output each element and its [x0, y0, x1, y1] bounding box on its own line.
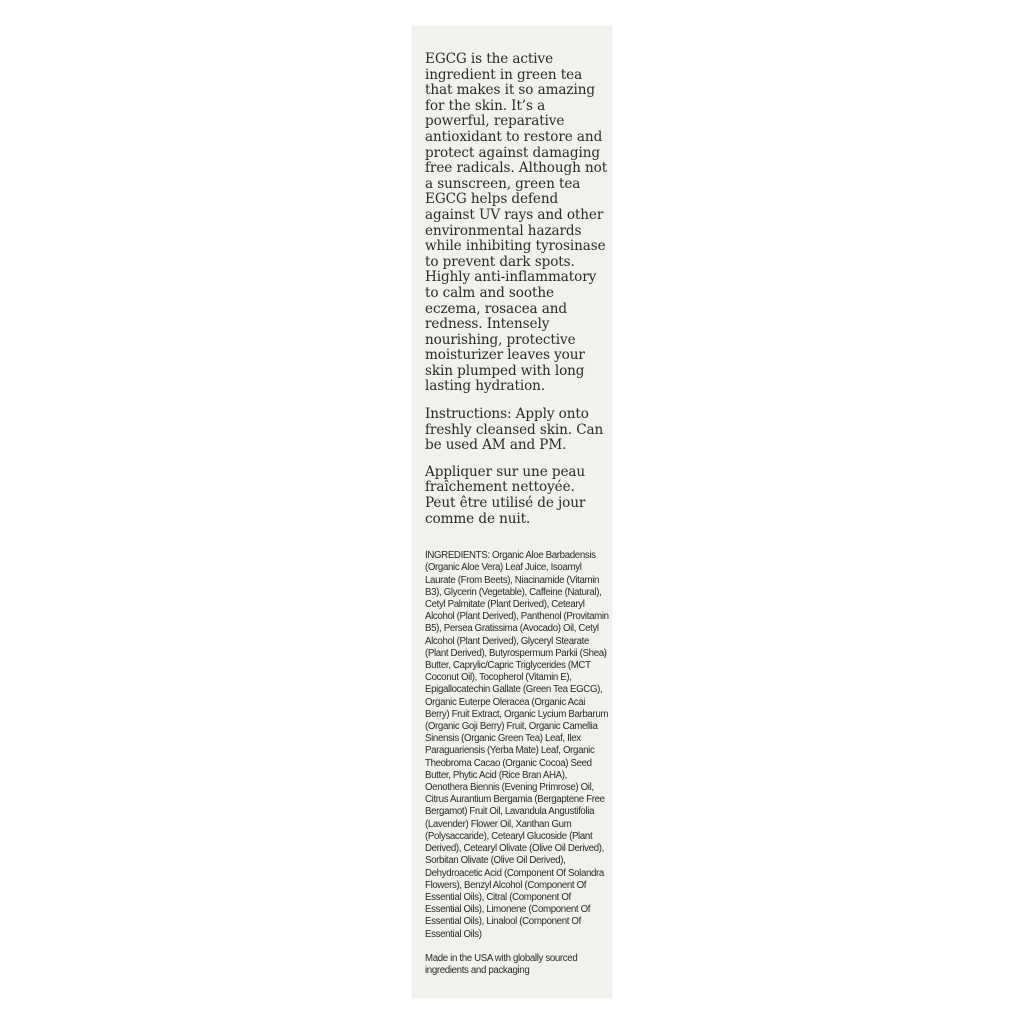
- ingredients-list: INGREDIENTS: Organic Aloe Barbadensis (Organic Aloe Vera) Leaf Juice, Isoamyl Laurate (From Beets), Niacinamide (Vitamin B3), Glycerin (Vegetable), Caffeine (Natural), Cetyl Palmitate (Plant Derived), Cetearyl Alcohol (Plant Derived), Panthenol (Provitamin B5), Persea Gratissima (Avocado) Oil, Cetyl Alcohol (Plant Derived), Glyceryl Stearate (Plant Derived), Butyrospermum Parkii (Shea) Butter, Caprylic/Capric Triglycerides (MCT Coconut Oil), Tocopherol (Vitamin E), Epigallocatechin Gallate (Green Tea EGCG), Organic Euterpe Oleracea (Organic Acai Berry) Fruit Extract, Organic Lycium Barbarum (Organic Goji Berry) Fruit, Organic Camellia Sinensis (Organic Green Tea) Leaf, Ilex Paraguariensis (Yerba Mate) Leaf, Organic Theobroma Cacao (Organic Cocoa) Seed Butter, Phytic Acid (Rice Bran AHA), Oenothera Biennis (Evening Primrose) Oil, Citrus Aurantium Bergamia (Bergaptene Free Bergamot) Fruit Oil, Lavandula Angustifolia (Lavender) Flower Oil, Xanthan Gum (Polysaccaride), Cetearyl Glucoside (Plant Derived), Cetearyl Olivate (Olive Oil Derived), Sorbitan Olivate (Olive Oil Derived), Dehydroacetic Acid (Component Of Solandra Flowers), Benzyl Alcohol (Component Of Essential Oils), Citral (Component Of Essential Oils), Limonene (Component Of Essential Oils), Linalool (Component Of Essential Oils): [425, 550, 609, 940]
- instructions-english: Instructions: Apply onto freshly cleansed skin. Can be used AM and PM.: [425, 406, 604, 454]
- instructions-french: Appliquer sur une peau fraîchement nettoyée. Peut être utilisé de jour comme de nuit.: [425, 463, 586, 527]
- product-description: EGCG is the active ingredient in green tea that makes it so amazing for the skin. It’s a powerful, reparative antioxidant to restore and protect against damaging free radicals. Although not a sunscreen, green tea EGCG helps defend against UV rays and other environmental hazards while inhibiting tyrosinase to prevent dark spots. Highly anti-inflammatory to calm and soothe eczema, rosacea and redness. Intensely nourishing, protective moisturizer leaves your skin plumped with long lasting hydration.: [425, 51, 608, 395]
- label-text-block: [425, 52, 609, 977]
- made-in-statement: Made in the USA with globally sourced ingredients and packaging: [425, 952, 578, 976]
- product-label-panel: [412, 26, 612, 998]
